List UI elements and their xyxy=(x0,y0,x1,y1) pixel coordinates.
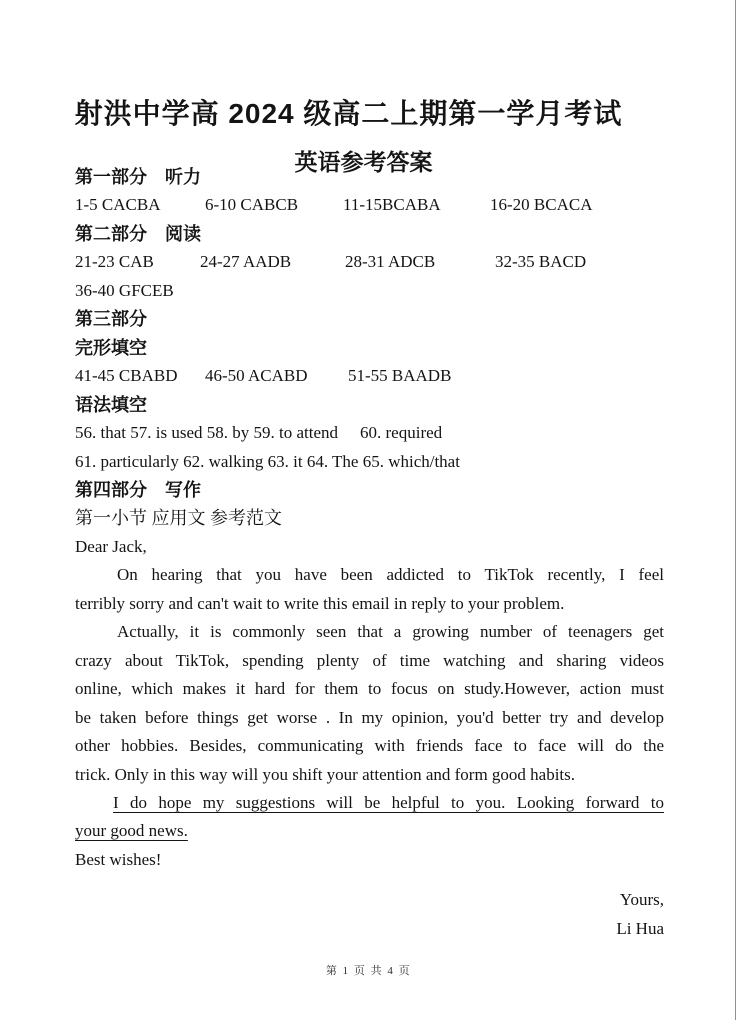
grammar-heading: 语法填空 xyxy=(75,394,147,415)
answer-group: 32-35 BACD xyxy=(495,252,587,272)
essay-line: online, which makes it hard for them to focus on study.However, action must xyxy=(75,679,664,699)
essay-closing: Best wishes! xyxy=(75,849,162,869)
listening-answers-row xyxy=(75,191,664,219)
signature-name: Li Hua xyxy=(616,918,664,938)
essay-line: terribly sorry and can't wait to write this email in reply to your problem. xyxy=(75,593,565,613)
grammar-answers-row-2: 61. particularly 62. walking 63. it 64. The 65. which/that xyxy=(75,451,460,471)
answer-group: 51-55 BAADB xyxy=(348,366,452,386)
answer-group: 21-23 CAB xyxy=(75,252,154,272)
cloze-answers-row xyxy=(75,362,664,390)
document-body xyxy=(75,163,664,943)
page-number-indicator: 第 1 页 共 4 页 xyxy=(325,965,412,977)
cloze-heading: 完形填空 xyxy=(75,337,147,358)
essay-salutation: Dear Jack, xyxy=(75,536,147,556)
answer-group: 60. required xyxy=(360,423,443,443)
answer-group: 24-27 AADB xyxy=(200,252,292,272)
essay-line: Actually, it is commonly seen that a growing number of teenagers get xyxy=(117,622,664,642)
part1-heading: 第一部分 听力 xyxy=(75,167,201,187)
answer-group: 1-5 CACBA xyxy=(75,195,161,215)
answer-group: 41-45 CBABD xyxy=(75,366,178,386)
page-right-edge-line xyxy=(735,0,736,1020)
document-title: 射洪中学高 2024 级高二上期第一学月考试 xyxy=(74,97,623,129)
essay-line: other hobbies. Besides, communicating with friends face to face will do the xyxy=(75,736,664,756)
essay-underlined-line: your good news. xyxy=(75,821,188,841)
reading-answers-row-2: 36-40 GFCEB xyxy=(75,280,174,300)
part4-heading: 第四部分 写作 xyxy=(75,479,201,500)
grammar-answers-row-1 xyxy=(75,419,664,447)
answer-group: 16-20 BCACA xyxy=(490,195,593,215)
signature-role: Yours, xyxy=(619,890,664,910)
essay-line: be taken before things get worse . In my opinion, you'd better try and develop xyxy=(75,707,664,727)
document-subtitle: 英语参考答案 xyxy=(294,149,433,176)
part3-heading: 第三部分 xyxy=(75,309,147,330)
essay-line: crazy about TikTok, spending plenty of time watching and sharing videos xyxy=(75,650,664,670)
reading-answers-row-1 xyxy=(75,248,664,276)
vertical-spacer xyxy=(75,874,664,886)
answer-group: 11-15BCABA xyxy=(343,195,441,215)
answer-group: 28-31 ADCB xyxy=(345,252,436,272)
part4-subheading: 第一小节 应用文 参考范文 xyxy=(75,508,282,529)
answer-group: 46-50 ACABD xyxy=(205,366,308,386)
essay-line: On hearing that you have been addicted to TikTok recently, I feel xyxy=(117,565,664,585)
essay-underlined-line: I do hope my suggestions will be helpful to you. Looking forward to xyxy=(113,792,664,812)
answer-group: 6-10 CABCB xyxy=(205,195,299,215)
essay-line: trick. Only in this way will you shift your attention and form good habits. xyxy=(75,764,576,784)
answer-group: 56. that 57. is used 58. by 59. to attend xyxy=(75,423,339,443)
part2-heading: 第二部分 阅读 xyxy=(75,223,201,244)
